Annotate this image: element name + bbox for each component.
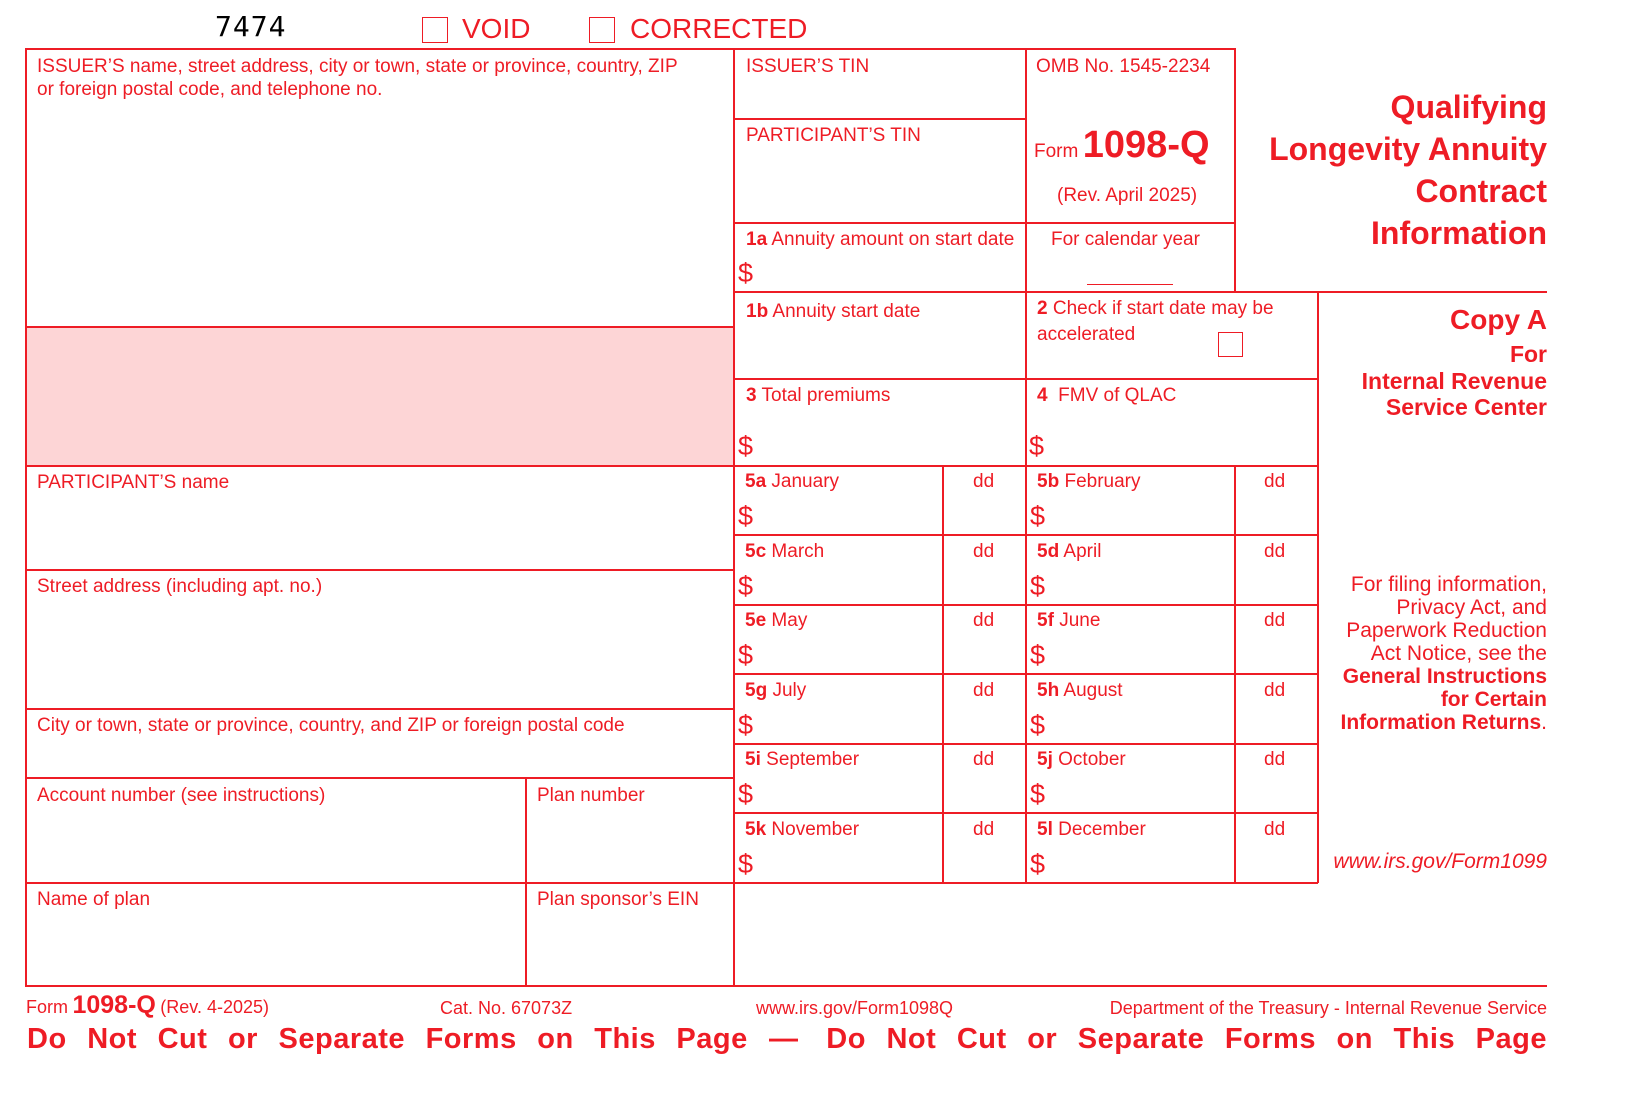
footer-cat-no: Cat. No. 67073Z (440, 998, 573, 1018)
box-1b-number: 1b (746, 301, 769, 322)
box-1a-number: 1a (746, 229, 768, 250)
account-number-label: Account number (see instructions) (37, 785, 326, 806)
box-5g-month: July (772, 680, 807, 701)
title-line3: Contract (1415, 173, 1547, 209)
box-5g-number: 5g (745, 680, 768, 701)
box-5e-number: 5e (745, 610, 767, 631)
instructions-block (1340, 573, 1547, 734)
box-5e-month: May (771, 610, 808, 631)
box-3-text: Total premiums (761, 385, 891, 406)
copy-a-label: Copy A (1450, 304, 1547, 335)
instructions-line3: Paperwork Reduction (1346, 619, 1547, 642)
box-5a-label (745, 470, 839, 494)
box-5i-label (745, 748, 859, 772)
instructions-bold3: Information Returns (1340, 711, 1542, 734)
instructions-line1: For filing information, (1350, 573, 1547, 596)
box-3-number: 3 (746, 385, 757, 406)
box-5l-dollar: $ (1030, 849, 1046, 879)
instructions-line4: Act Notice, see the (1370, 642, 1547, 665)
box-4-number: 4 (1037, 385, 1048, 406)
form-code: 7474 (215, 10, 287, 43)
participant-name-label: PARTICIPANT’S name (37, 472, 230, 493)
corrected-label: CORRECTED (630, 13, 808, 44)
box-5a-dd: dd (973, 471, 995, 492)
box-5k-number: 5k (745, 819, 767, 840)
box-5k-dd: dd (973, 819, 995, 840)
box-5b-dd: dd (1264, 471, 1286, 492)
box-5j-month: October (1058, 749, 1126, 770)
box-5h-dollar: $ (1030, 710, 1046, 740)
instructions-line2: Privacy Act, and (1396, 596, 1547, 619)
box-5c-label (745, 540, 824, 564)
line-5i-bottom (733, 812, 1318, 814)
line-account-bottom (25, 882, 1318, 884)
calendar-year-line[interactable] (1087, 284, 1173, 285)
box-5f-dollar: $ (1030, 640, 1046, 670)
box-1b-label (746, 300, 920, 324)
shaded-box (27, 327, 734, 465)
issuer-tin-label: ISSUER’S TIN (746, 56, 870, 77)
box-1a-text: Annuity amount on start date (771, 229, 1015, 250)
line-5c-bottom (733, 604, 1318, 606)
title-line2: Longevity Annuity (1269, 131, 1547, 167)
line-city-bottom (25, 777, 734, 779)
instructions-bold1: General Instructions (1342, 665, 1547, 688)
void-label: VOID (462, 13, 531, 44)
issuer-name-label-line2: or foreign postal code, and telephone no. (37, 79, 383, 100)
box-5j-label (1037, 748, 1126, 772)
irs-url-link[interactable]: www.irs.gov/Form1099 (1333, 850, 1547, 873)
line-street-bottom (25, 708, 734, 710)
form-revision: (Rev. April 2025) (1057, 185, 1198, 206)
box-5d-number: 5d (1037, 541, 1060, 562)
box-5c-dd: dd (973, 541, 995, 562)
form-border-left (25, 48, 27, 986)
box-5b-dollar: $ (1030, 501, 1046, 531)
street-address-label: Street address (including apt. no.) (37, 576, 323, 597)
box-5j-dd: dd (1264, 749, 1286, 770)
calendar-year-label: For calendar year (1051, 229, 1200, 250)
box-5b-number: 5b (1037, 471, 1060, 492)
copy-a-block (1362, 302, 1547, 420)
line-participant-tin-bottom (733, 222, 1235, 224)
form-border-bottom (25, 985, 1547, 987)
box-5e-dollar: $ (738, 640, 754, 670)
box-5i-month: September (766, 749, 860, 770)
footer-form-number: 1098-Q (72, 991, 156, 1019)
box-5c-month: March (771, 541, 825, 562)
box-5c-dollar: $ (738, 571, 754, 601)
box-5i-dollar: $ (738, 779, 754, 809)
line-5a-bottom (733, 534, 1318, 536)
box-5i-number: 5i (745, 749, 761, 770)
box-5d-month: April (1063, 541, 1102, 562)
line-1b-bottom (733, 378, 1318, 380)
city-label: City or town, state or province, country, and ZIP or foreign postal code (37, 715, 625, 736)
box-5h-label (1037, 679, 1123, 703)
footer-form-block (26, 991, 269, 1020)
box-5k-dollar: $ (738, 849, 754, 879)
box-1a-dollar: $ (738, 258, 754, 288)
title-line4: Information (1371, 215, 1547, 251)
line-shaded-bottom (25, 465, 1318, 467)
copy-for: For (1509, 341, 1547, 367)
box-5l-month: December (1058, 819, 1146, 840)
void-checkbox[interactable] (422, 17, 448, 43)
corrected-checkbox[interactable] (589, 17, 615, 43)
line-issuer-bottom (25, 326, 734, 328)
box-5h-dd: dd (1264, 680, 1286, 701)
footer-revision: (Rev. 4-2025) (160, 997, 270, 1017)
warning-left: Do Not Cut or Separate Forms on This Page (27, 1023, 748, 1055)
box-4-label (1037, 384, 1176, 408)
box-5j-number: 5j (1037, 749, 1053, 770)
box-4-dollar: $ (1029, 431, 1045, 461)
box-1b-text: Annuity start date (772, 301, 921, 322)
footer-form-word: Form (26, 997, 68, 1017)
plan-sponsor-ein-label: Plan sponsor’s EIN (537, 889, 699, 910)
box-5k-month: November (771, 819, 860, 840)
copy-recipient-line2: Service Center (1385, 394, 1547, 420)
box-5d-dd: dd (1264, 541, 1286, 562)
form-word: Form (1034, 141, 1079, 162)
copy-recipient-line1: Internal Revenue (1361, 368, 1547, 394)
line-5e-bottom (733, 673, 1318, 675)
line-name-bottom (25, 569, 734, 571)
form-number: 1098-Q (1082, 124, 1210, 166)
box-5k-label (745, 818, 859, 842)
box-2-number: 2 (1037, 298, 1048, 319)
footer-url-link[interactable]: www.irs.gov/Form1098Q (756, 998, 954, 1018)
instructions-bold2: for Certain (1440, 688, 1547, 711)
box-5a-number: 5a (745, 471, 767, 492)
issuer-name-label-line1: ISSUER’S name, street address, city or town, state or province, country, ZIP (37, 56, 678, 77)
box-2-text: Check if start date may be (1052, 298, 1274, 319)
box-5i-dd: dd (973, 749, 995, 770)
box-2-label-line2: accelerated (1037, 324, 1136, 345)
box-5f-number: 5f (1037, 610, 1054, 631)
box-5f-month: June (1059, 610, 1101, 631)
line-issuer-tin-bottom (733, 118, 1026, 120)
instructions-bold3-wrap (1340, 711, 1547, 734)
box-5g-dd: dd (973, 680, 995, 701)
warning-right: Do Not Cut or Separate Forms on This Page (826, 1023, 1547, 1055)
box-5h-month: August (1063, 680, 1123, 701)
box-5b-label (1037, 470, 1141, 494)
participant-tin-label: PARTICIPANT’S TIN (746, 125, 921, 146)
box-5h-number: 5h (1037, 680, 1060, 701)
omb-number: OMB No. 1545-2234 (1036, 56, 1211, 77)
title-column-border (1234, 48, 1236, 292)
footer-department: Department of the Treasury - Internal Revenue Service (1109, 998, 1547, 1018)
box-5c-number: 5c (745, 541, 767, 562)
box-5e-dd: dd (973, 610, 995, 631)
box-5l-label (1037, 818, 1146, 842)
box-2-checkbox[interactable] (1218, 332, 1243, 357)
box-5b-month: February (1064, 471, 1141, 492)
line-1a-bottom (733, 291, 1235, 293)
box-5a-month: January (771, 471, 840, 492)
plan-name-label: Name of plan (37, 889, 151, 910)
box-3-label (746, 384, 890, 408)
warning-dash: — (769, 1023, 798, 1055)
box-5e-label (745, 609, 807, 633)
instructions-period: . (1541, 711, 1547, 734)
title-line1: Qualifying (1390, 89, 1547, 125)
box-5l-dd: dd (1264, 819, 1286, 840)
form-border-top (25, 48, 1235, 50)
box-5g-label (745, 679, 806, 703)
box-5l-number: 5l (1037, 819, 1053, 840)
box-4-text: FMV of QLAC (1058, 385, 1177, 406)
left-column-divider (733, 48, 735, 986)
line-5g-bottom (733, 743, 1318, 745)
box-5d-label (1037, 540, 1101, 564)
box-5d-dollar: $ (1030, 571, 1046, 601)
box-5f-dd: dd (1264, 610, 1286, 631)
box-5a-dollar: $ (738, 501, 754, 531)
copy-column-top-border (1234, 291, 1547, 293)
box-3-dollar: $ (738, 431, 754, 461)
box-5g-dollar: $ (738, 710, 754, 740)
box-1a-label (746, 228, 1014, 252)
box-2-label-line1 (1037, 297, 1274, 321)
plan-number-label: Plan number (537, 785, 645, 806)
form-title-block (1034, 124, 1210, 167)
box-5j-dollar: $ (1030, 779, 1046, 809)
box-5f-label (1037, 609, 1100, 633)
form-title (1269, 86, 1547, 254)
